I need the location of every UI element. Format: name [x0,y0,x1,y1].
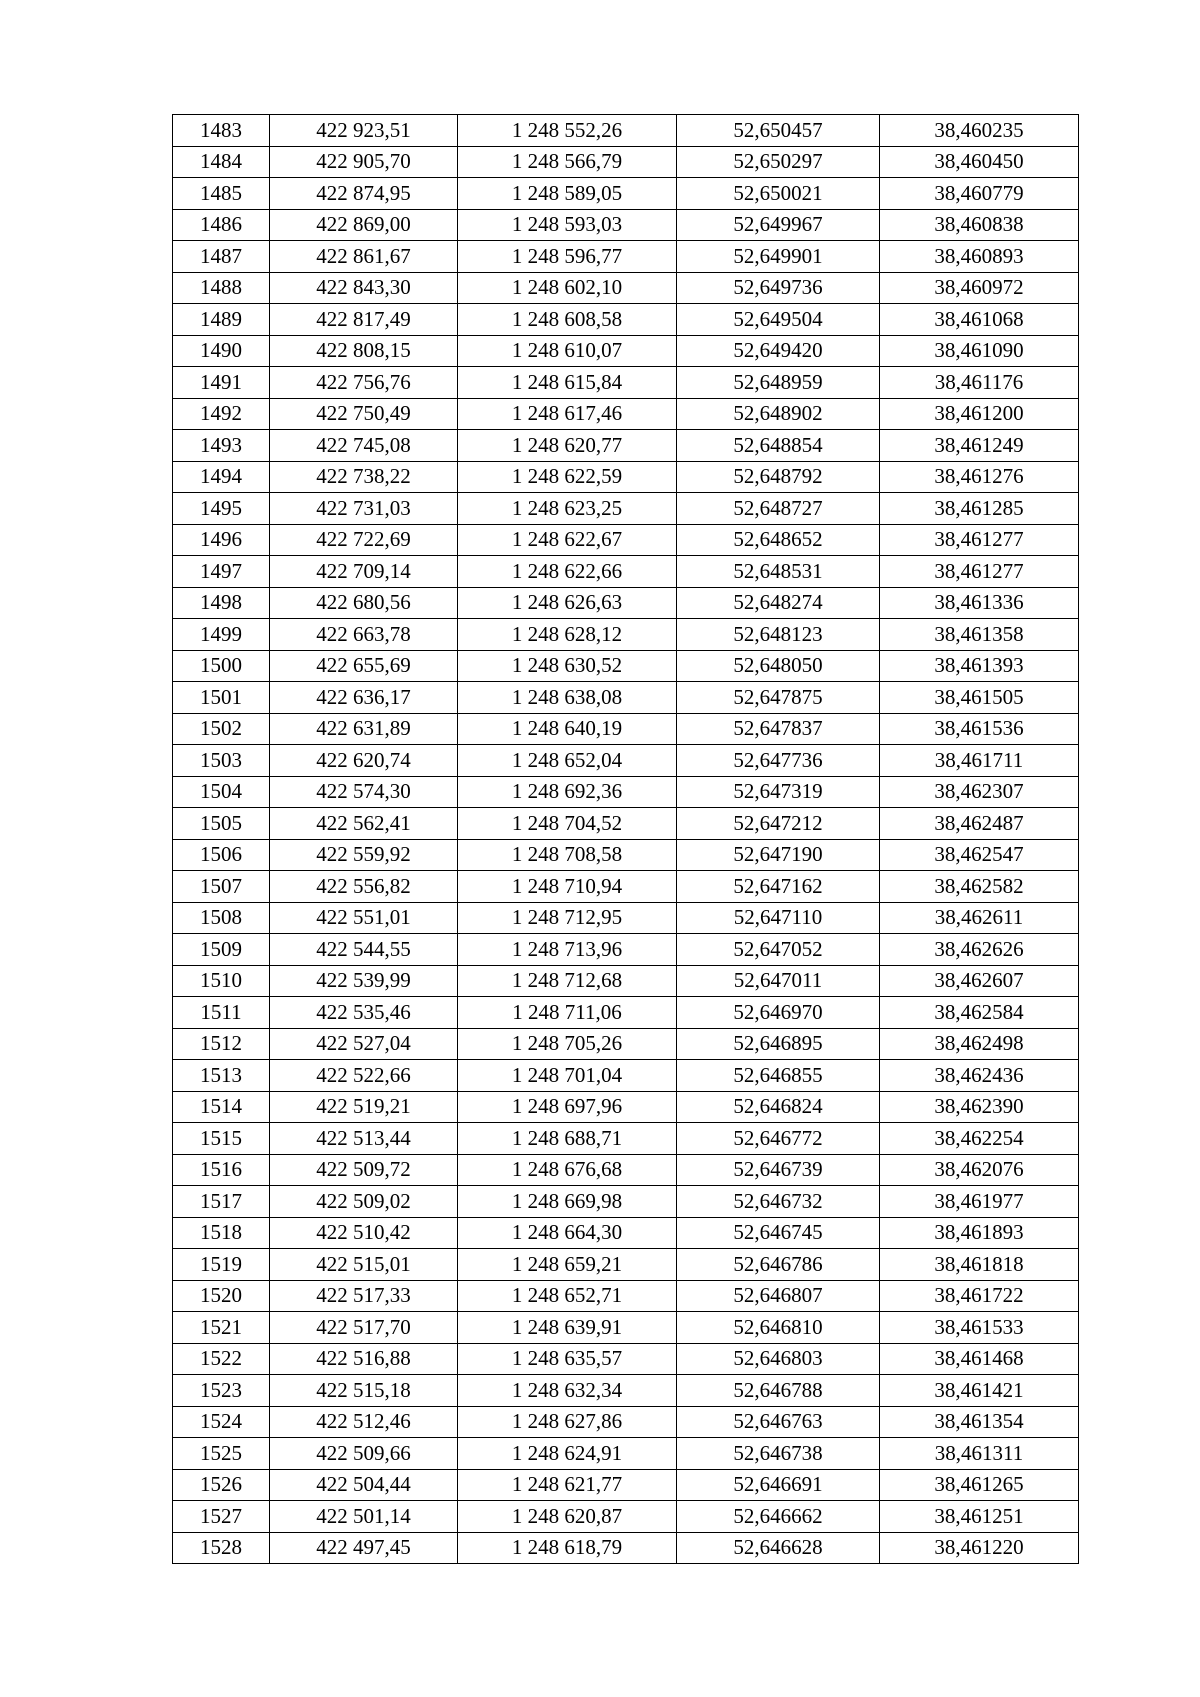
y-coordinate-cell: 1 248 659,21 [458,1249,677,1281]
point-number-cell: 1491 [173,367,270,399]
point-number-cell: 1487 [173,241,270,273]
table-row [173,650,1079,682]
longitude-cell: 38,461711 [880,745,1079,777]
longitude-cell: 38,461354 [880,1406,1079,1438]
point-number-cell: 1516 [173,1154,270,1186]
point-number-cell: 1492 [173,398,270,430]
x-coordinate-cell: 422 509,72 [270,1154,458,1186]
x-coordinate-cell: 422 497,45 [270,1532,458,1564]
longitude-cell: 38,462487 [880,808,1079,840]
x-coordinate-cell: 422 636,17 [270,682,458,714]
longitude-cell: 38,461818 [880,1249,1079,1281]
x-coordinate-cell: 422 517,33 [270,1280,458,1312]
table-row [173,871,1079,903]
y-coordinate-cell: 1 248 692,36 [458,776,677,808]
table-row [173,1532,1079,1564]
x-coordinate-cell: 422 519,21 [270,1091,458,1123]
table-row [173,1438,1079,1470]
table-row [173,1280,1079,1312]
point-number-cell: 1501 [173,682,270,714]
table-row [173,524,1079,556]
y-coordinate-cell: 1 248 589,05 [458,178,677,210]
latitude-cell: 52,649420 [677,335,880,367]
point-number-cell: 1509 [173,934,270,966]
longitude-cell: 38,461249 [880,430,1079,462]
latitude-cell: 52,648652 [677,524,880,556]
table-row [173,1501,1079,1533]
longitude-cell: 38,461358 [880,619,1079,651]
table-row [173,1091,1079,1123]
x-coordinate-cell: 422 874,95 [270,178,458,210]
y-coordinate-cell: 1 248 635,57 [458,1343,677,1375]
latitude-cell: 52,647052 [677,934,880,966]
y-coordinate-cell: 1 248 621,77 [458,1469,677,1501]
longitude-cell: 38,461277 [880,524,1079,556]
latitude-cell: 52,647212 [677,808,880,840]
point-number-cell: 1494 [173,461,270,493]
point-number-cell: 1528 [173,1532,270,1564]
table-row [173,808,1079,840]
longitude-cell: 38,461505 [880,682,1079,714]
y-coordinate-cell: 1 248 596,77 [458,241,677,273]
x-coordinate-cell: 422 722,69 [270,524,458,556]
x-coordinate-cell: 422 750,49 [270,398,458,430]
x-coordinate-cell: 422 544,55 [270,934,458,966]
point-number-cell: 1508 [173,902,270,934]
point-number-cell: 1503 [173,745,270,777]
latitude-cell: 52,648959 [677,367,880,399]
table-row [173,1375,1079,1407]
longitude-cell: 38,462498 [880,1028,1079,1060]
latitude-cell: 52,646745 [677,1217,880,1249]
longitude-cell: 38,461276 [880,461,1079,493]
x-coordinate-cell: 422 513,44 [270,1123,458,1155]
y-coordinate-cell: 1 248 630,52 [458,650,677,682]
y-coordinate-cell: 1 248 712,68 [458,965,677,997]
table-row [173,556,1079,588]
y-coordinate-cell: 1 248 676,68 [458,1154,677,1186]
latitude-cell: 52,646739 [677,1154,880,1186]
latitude-cell: 52,646786 [677,1249,880,1281]
latitude-cell: 52,648531 [677,556,880,588]
y-coordinate-cell: 1 248 652,71 [458,1280,677,1312]
longitude-cell: 38,462626 [880,934,1079,966]
table-row [173,713,1079,745]
x-coordinate-cell: 422 527,04 [270,1028,458,1060]
y-coordinate-cell: 1 248 697,96 [458,1091,677,1123]
x-coordinate-cell: 422 501,14 [270,1501,458,1533]
x-coordinate-cell: 422 517,70 [270,1312,458,1344]
point-number-cell: 1499 [173,619,270,651]
table-row [173,1312,1079,1344]
y-coordinate-cell: 1 248 640,19 [458,713,677,745]
longitude-cell: 38,461277 [880,556,1079,588]
longitude-cell: 38,462390 [880,1091,1079,1123]
y-coordinate-cell: 1 248 688,71 [458,1123,677,1155]
latitude-cell: 52,646970 [677,997,880,1029]
longitude-cell: 38,461722 [880,1280,1079,1312]
latitude-cell: 52,647875 [677,682,880,714]
x-coordinate-cell: 422 869,00 [270,209,458,241]
point-number-cell: 1488 [173,272,270,304]
y-coordinate-cell: 1 248 652,04 [458,745,677,777]
longitude-cell: 38,462076 [880,1154,1079,1186]
latitude-cell: 52,649736 [677,272,880,304]
y-coordinate-cell: 1 248 620,87 [458,1501,677,1533]
table-row [173,587,1079,619]
longitude-cell: 38,461200 [880,398,1079,430]
table-row [173,178,1079,210]
point-number-cell: 1497 [173,556,270,588]
point-number-cell: 1510 [173,965,270,997]
point-number-cell: 1525 [173,1438,270,1470]
latitude-cell: 52,648792 [677,461,880,493]
y-coordinate-cell: 1 248 566,79 [458,146,677,178]
latitude-cell: 52,646738 [677,1438,880,1470]
point-number-cell: 1520 [173,1280,270,1312]
y-coordinate-cell: 1 248 705,26 [458,1028,677,1060]
x-coordinate-cell: 422 620,74 [270,745,458,777]
longitude-cell: 38,461533 [880,1312,1079,1344]
point-number-cell: 1490 [173,335,270,367]
table-row [173,745,1079,777]
latitude-cell: 52,648727 [677,493,880,525]
point-number-cell: 1524 [173,1406,270,1438]
y-coordinate-cell: 1 248 622,67 [458,524,677,556]
latitude-cell: 52,647162 [677,871,880,903]
longitude-cell: 38,462436 [880,1060,1079,1092]
point-number-cell: 1507 [173,871,270,903]
longitude-cell: 38,460893 [880,241,1079,273]
x-coordinate-cell: 422 515,18 [270,1375,458,1407]
latitude-cell: 52,646895 [677,1028,880,1060]
longitude-cell: 38,461468 [880,1343,1079,1375]
x-coordinate-cell: 422 535,46 [270,997,458,1029]
longitude-cell: 38,461068 [880,304,1079,336]
y-coordinate-cell: 1 248 618,79 [458,1532,677,1564]
table-row [173,241,1079,273]
latitude-cell: 52,646855 [677,1060,880,1092]
table-row [173,997,1079,1029]
latitude-cell: 52,650457 [677,115,880,147]
y-coordinate-cell: 1 248 624,91 [458,1438,677,1470]
longitude-cell: 38,461251 [880,1501,1079,1533]
latitude-cell: 52,646628 [677,1532,880,1564]
y-coordinate-cell: 1 248 711,06 [458,997,677,1029]
table-row [173,367,1079,399]
latitude-cell: 52,648050 [677,650,880,682]
longitude-cell: 38,461285 [880,493,1079,525]
y-coordinate-cell: 1 248 552,26 [458,115,677,147]
longitude-cell: 38,461090 [880,335,1079,367]
table-row [173,776,1079,808]
y-coordinate-cell: 1 248 669,98 [458,1186,677,1218]
x-coordinate-cell: 422 861,67 [270,241,458,273]
x-coordinate-cell: 422 738,22 [270,461,458,493]
longitude-cell: 38,461421 [880,1375,1079,1407]
table-row [173,1406,1079,1438]
x-coordinate-cell: 422 709,14 [270,556,458,588]
y-coordinate-cell: 1 248 638,08 [458,682,677,714]
point-number-cell: 1506 [173,839,270,871]
point-number-cell: 1519 [173,1249,270,1281]
longitude-cell: 38,460972 [880,272,1079,304]
y-coordinate-cell: 1 248 615,84 [458,367,677,399]
y-coordinate-cell: 1 248 710,94 [458,871,677,903]
point-number-cell: 1514 [173,1091,270,1123]
point-number-cell: 1485 [173,178,270,210]
point-number-cell: 1511 [173,997,270,1029]
y-coordinate-cell: 1 248 712,95 [458,902,677,934]
point-number-cell: 1527 [173,1501,270,1533]
longitude-cell: 38,460235 [880,115,1079,147]
table-row [173,272,1079,304]
y-coordinate-cell: 1 248 593,03 [458,209,677,241]
table-row [173,839,1079,871]
table-row [173,304,1079,336]
point-number-cell: 1513 [173,1060,270,1092]
x-coordinate-cell: 422 817,49 [270,304,458,336]
table-row [173,115,1079,147]
table-row [173,335,1079,367]
latitude-cell: 52,647110 [677,902,880,934]
longitude-cell: 38,460450 [880,146,1079,178]
point-number-cell: 1523 [173,1375,270,1407]
latitude-cell: 52,647011 [677,965,880,997]
table-row [173,493,1079,525]
longitude-cell: 38,461977 [880,1186,1079,1218]
point-number-cell: 1500 [173,650,270,682]
point-number-cell: 1496 [173,524,270,556]
point-number-cell: 1483 [173,115,270,147]
x-coordinate-cell: 422 512,46 [270,1406,458,1438]
latitude-cell: 52,646810 [677,1312,880,1344]
coordinates-table [172,114,1079,1564]
table-row [173,934,1079,966]
table-row [173,430,1079,462]
longitude-cell: 38,462254 [880,1123,1079,1155]
y-coordinate-cell: 1 248 610,07 [458,335,677,367]
y-coordinate-cell: 1 248 701,04 [458,1060,677,1092]
point-number-cell: 1502 [173,713,270,745]
y-coordinate-cell: 1 248 622,66 [458,556,677,588]
point-number-cell: 1495 [173,493,270,525]
x-coordinate-cell: 422 522,66 [270,1060,458,1092]
latitude-cell: 52,648854 [677,430,880,462]
point-number-cell: 1515 [173,1123,270,1155]
table-row [173,965,1079,997]
point-number-cell: 1526 [173,1469,270,1501]
latitude-cell: 52,646803 [677,1343,880,1375]
x-coordinate-cell: 422 559,92 [270,839,458,871]
point-number-cell: 1484 [173,146,270,178]
table-row [173,1217,1079,1249]
longitude-cell: 38,461265 [880,1469,1079,1501]
x-coordinate-cell: 422 655,69 [270,650,458,682]
latitude-cell: 52,647190 [677,839,880,871]
longitude-cell: 38,462547 [880,839,1079,871]
y-coordinate-cell: 1 248 627,86 [458,1406,677,1438]
x-coordinate-cell: 422 539,99 [270,965,458,997]
point-number-cell: 1504 [173,776,270,808]
longitude-cell: 38,462584 [880,997,1079,1029]
longitude-cell: 38,461893 [880,1217,1079,1249]
latitude-cell: 52,647736 [677,745,880,777]
y-coordinate-cell: 1 248 708,58 [458,839,677,871]
table-row [173,209,1079,241]
longitude-cell: 38,462307 [880,776,1079,808]
y-coordinate-cell: 1 248 623,25 [458,493,677,525]
x-coordinate-cell: 422 808,15 [270,335,458,367]
latitude-cell: 52,646763 [677,1406,880,1438]
x-coordinate-cell: 422 556,82 [270,871,458,903]
y-coordinate-cell: 1 248 713,96 [458,934,677,966]
point-number-cell: 1493 [173,430,270,462]
y-coordinate-cell: 1 248 704,52 [458,808,677,840]
x-coordinate-cell: 422 663,78 [270,619,458,651]
table-row [173,1186,1079,1218]
table-row [173,1028,1079,1060]
point-number-cell: 1489 [173,304,270,336]
x-coordinate-cell: 422 745,08 [270,430,458,462]
x-coordinate-cell: 422 574,30 [270,776,458,808]
latitude-cell: 52,648902 [677,398,880,430]
y-coordinate-cell: 1 248 628,12 [458,619,677,651]
latitude-cell: 52,646732 [677,1186,880,1218]
point-number-cell: 1486 [173,209,270,241]
x-coordinate-cell: 422 905,70 [270,146,458,178]
table-row [173,1060,1079,1092]
y-coordinate-cell: 1 248 639,91 [458,1312,677,1344]
latitude-cell: 52,646788 [677,1375,880,1407]
longitude-cell: 38,461336 [880,587,1079,619]
latitude-cell: 52,647837 [677,713,880,745]
latitude-cell: 52,649901 [677,241,880,273]
longitude-cell: 38,460779 [880,178,1079,210]
x-coordinate-cell: 422 562,41 [270,808,458,840]
latitude-cell: 52,646662 [677,1501,880,1533]
latitude-cell: 52,650297 [677,146,880,178]
table-row [173,461,1079,493]
longitude-cell: 38,461220 [880,1532,1079,1564]
x-coordinate-cell: 422 923,51 [270,115,458,147]
point-number-cell: 1517 [173,1186,270,1218]
latitude-cell: 52,650021 [677,178,880,210]
table-row [173,146,1079,178]
y-coordinate-cell: 1 248 608,58 [458,304,677,336]
longitude-cell: 38,461393 [880,650,1079,682]
x-coordinate-cell: 422 756,76 [270,367,458,399]
latitude-cell: 52,646772 [677,1123,880,1155]
table-row [173,1123,1079,1155]
x-coordinate-cell: 422 731,03 [270,493,458,525]
x-coordinate-cell: 422 843,30 [270,272,458,304]
point-number-cell: 1505 [173,808,270,840]
table-row [173,1154,1079,1186]
latitude-cell: 52,646691 [677,1469,880,1501]
table-row [173,902,1079,934]
y-coordinate-cell: 1 248 632,34 [458,1375,677,1407]
longitude-cell: 38,461176 [880,367,1079,399]
latitude-cell: 52,648274 [677,587,880,619]
point-number-cell: 1522 [173,1343,270,1375]
latitude-cell: 52,646807 [677,1280,880,1312]
x-coordinate-cell: 422 515,01 [270,1249,458,1281]
latitude-cell: 52,649504 [677,304,880,336]
table-row [173,398,1079,430]
x-coordinate-cell: 422 551,01 [270,902,458,934]
longitude-cell: 38,461536 [880,713,1079,745]
table-row [173,619,1079,651]
x-coordinate-cell: 422 509,66 [270,1438,458,1470]
x-coordinate-cell: 422 680,56 [270,587,458,619]
x-coordinate-cell: 422 509,02 [270,1186,458,1218]
y-coordinate-cell: 1 248 602,10 [458,272,677,304]
y-coordinate-cell: 1 248 626,63 [458,587,677,619]
table-row [173,682,1079,714]
y-coordinate-cell: 1 248 617,46 [458,398,677,430]
y-coordinate-cell: 1 248 620,77 [458,430,677,462]
coordinates-table-body [173,115,1079,1564]
longitude-cell: 38,462582 [880,871,1079,903]
y-coordinate-cell: 1 248 664,30 [458,1217,677,1249]
point-number-cell: 1512 [173,1028,270,1060]
longitude-cell: 38,461311 [880,1438,1079,1470]
x-coordinate-cell: 422 510,42 [270,1217,458,1249]
latitude-cell: 52,648123 [677,619,880,651]
point-number-cell: 1521 [173,1312,270,1344]
x-coordinate-cell: 422 516,88 [270,1343,458,1375]
point-number-cell: 1518 [173,1217,270,1249]
y-coordinate-cell: 1 248 622,59 [458,461,677,493]
latitude-cell: 52,646824 [677,1091,880,1123]
longitude-cell: 38,462611 [880,902,1079,934]
longitude-cell: 38,460838 [880,209,1079,241]
longitude-cell: 38,462607 [880,965,1079,997]
latitude-cell: 52,649967 [677,209,880,241]
x-coordinate-cell: 422 631,89 [270,713,458,745]
point-number-cell: 1498 [173,587,270,619]
table-row [173,1249,1079,1281]
latitude-cell: 52,647319 [677,776,880,808]
table-row [173,1343,1079,1375]
x-coordinate-cell: 422 504,44 [270,1469,458,1501]
table-row [173,1469,1079,1501]
